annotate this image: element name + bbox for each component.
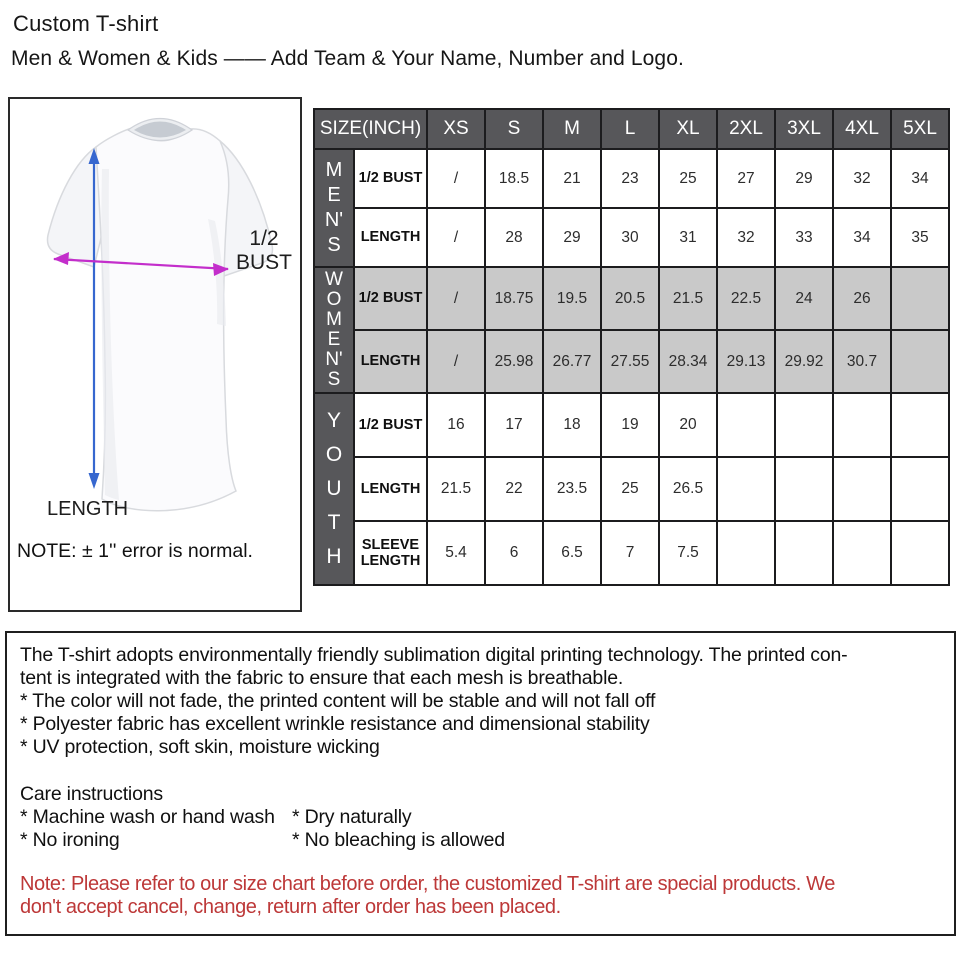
size-table-row (314, 393, 949, 457)
care-column-right (292, 806, 505, 852)
description-panel (5, 631, 956, 936)
size-value-cell: 19.5 (543, 267, 601, 330)
size-value-cell: 18.75 (485, 267, 543, 330)
size-value-cell: 30 (601, 208, 659, 267)
size-unit-header: SIZE(INCH) (314, 109, 427, 149)
size-value-cell: 26 (833, 267, 891, 330)
size-value-cell: 20.5 (601, 267, 659, 330)
order-note-line: Note: Please refer to our size chart before order, the customized T-shirt are special products. We (20, 873, 835, 895)
size-value-cell: 29.92 (775, 330, 833, 393)
group-label-letter: M (326, 309, 342, 330)
size-table-row (314, 149, 949, 208)
size-value-cell: 29 (543, 208, 601, 267)
size-value-cell (833, 457, 891, 521)
size-value-cell: 7 (601, 521, 659, 585)
group-label-mens (314, 149, 354, 267)
size-value-cell: / (427, 267, 485, 330)
size-value-cell: 26.77 (543, 330, 601, 393)
size-value-cell: 19 (601, 393, 659, 457)
group-label-letter: N' (324, 209, 344, 231)
half-bust-label (230, 227, 298, 275)
order-note (20, 873, 946, 919)
size-value-cell: / (427, 149, 485, 208)
size-value-cell (717, 393, 775, 457)
size-value-cell: 21.5 (659, 267, 717, 330)
group-label-letter: E (327, 329, 341, 350)
group-label-letter: H (326, 545, 342, 568)
size-value-cell: 17 (485, 393, 543, 457)
group-label-letter: O (326, 289, 342, 310)
care-column-left (20, 806, 292, 852)
size-table-row (314, 330, 949, 393)
size-value-cell: 28.34 (659, 330, 717, 393)
size-value-cell: 28 (485, 208, 543, 267)
size-value-cell: 32 (833, 149, 891, 208)
size-column-header: L (601, 109, 659, 149)
group-label-letter: S (327, 369, 341, 390)
size-value-cell: 26.5 (659, 457, 717, 521)
size-value-cell (717, 521, 775, 585)
size-value-cell: 25 (659, 149, 717, 208)
size-value-cell: 21.5 (427, 457, 485, 521)
size-table (313, 108, 950, 586)
size-value-cell: 25.98 (485, 330, 543, 393)
group-label-letter: O (325, 443, 343, 466)
group-label-youth (314, 393, 354, 585)
size-table-row (314, 457, 949, 521)
size-value-cell (891, 267, 949, 330)
size-value-cell: 6.5 (543, 521, 601, 585)
group-label-letter: E (327, 184, 341, 206)
group-label-letter: M (325, 159, 343, 181)
size-column-header: 4XL (833, 109, 891, 149)
size-value-cell: 23.5 (543, 457, 601, 521)
size-value-cell: 18.5 (485, 149, 543, 208)
size-column-header: 3XL (775, 109, 833, 149)
size-value-cell: 22.5 (717, 267, 775, 330)
length-label: LENGTH (47, 498, 129, 520)
size-value-cell: 29.13 (717, 330, 775, 393)
size-value-cell (891, 521, 949, 585)
size-value-cell: 31 (659, 208, 717, 267)
tshirt-body (96, 128, 236, 511)
group-label-letter: Y (326, 409, 341, 432)
size-table-body (314, 149, 949, 585)
size-value-cell (833, 393, 891, 457)
description-line: * The color will not fade, the printed content will be stable and will not fall off (20, 690, 656, 712)
size-value-cell: 22 (485, 457, 543, 521)
size-value-cell: 35 (891, 208, 949, 267)
group-label-womens (314, 267, 354, 393)
size-value-cell: 27.55 (601, 330, 659, 393)
row-label: LENGTH (354, 208, 427, 267)
size-value-cell (717, 457, 775, 521)
size-value-cell: 25 (601, 457, 659, 521)
size-value-cell: / (427, 208, 485, 267)
size-value-cell: 30.7 (833, 330, 891, 393)
size-value-cell: 21 (543, 149, 601, 208)
page-title: Custom T-shirt (13, 11, 159, 36)
row-label: LENGTH (354, 330, 427, 393)
size-value-cell: 20 (659, 393, 717, 457)
size-value-cell: 24 (775, 267, 833, 330)
group-label-letter: N' (325, 349, 343, 370)
size-value-cell (891, 393, 949, 457)
size-table-row (314, 267, 949, 330)
size-value-cell: 23 (601, 149, 659, 208)
size-value-cell: 16 (427, 393, 485, 457)
size-value-cell (775, 393, 833, 457)
size-column-header: M (543, 109, 601, 149)
size-table-header-row (314, 109, 949, 149)
size-value-cell (891, 457, 949, 521)
care-item: * No ironing (20, 829, 120, 851)
half-bust-label-top: 1/2 (249, 227, 279, 250)
size-value-cell: 6 (485, 521, 543, 585)
row-label: SLEEVE LENGTH (354, 521, 427, 585)
size-value-cell (775, 457, 833, 521)
size-column-header: 2XL (717, 109, 775, 149)
group-label-letter: S (327, 234, 341, 256)
size-value-cell (833, 521, 891, 585)
size-value-cell: 7.5 (659, 521, 717, 585)
size-value-cell (775, 521, 833, 585)
group-label-letter: U (326, 477, 342, 500)
description-line: * UV protection, soft skin, moisture wicking (20, 736, 380, 758)
row-label: LENGTH (354, 457, 427, 521)
size-value-cell: 33 (775, 208, 833, 267)
size-table-header (314, 109, 949, 149)
care-item: * Dry naturally (292, 806, 412, 828)
row-label: 1/2 BUST (354, 393, 427, 457)
size-table-row (314, 208, 949, 267)
size-value-cell: 29 (775, 149, 833, 208)
description-line: * Polyester fabric has excellent wrinkle resistance and dimensional stability (20, 713, 650, 735)
size-column-header: S (485, 109, 543, 149)
size-table-row (314, 521, 949, 585)
row-label: 1/2 BUST (354, 267, 427, 330)
page-subtitle: Men & Women & Kids —— Add Team & Your Name, Number and Logo. (11, 47, 684, 70)
care-item: * Machine wash or hand wash (20, 806, 275, 828)
row-label: 1/2 BUST (354, 149, 427, 208)
size-column-header: XL (659, 109, 717, 149)
size-value-cell: 5.4 (427, 521, 485, 585)
size-value-cell: 32 (717, 208, 775, 267)
size-value-cell: 27 (717, 149, 775, 208)
size-column-header: 5XL (891, 109, 949, 149)
group-label-letter: W (325, 269, 343, 290)
tshirt-measurement-panel (8, 97, 302, 612)
tshirt-image (10, 99, 300, 610)
group-label-letter: T (327, 511, 341, 534)
care-instructions-title: Care instructions (20, 783, 163, 805)
size-value-cell: / (427, 330, 485, 393)
size-value-cell: 34 (891, 149, 949, 208)
description-line: The T-shirt adopts environmentally friendly sublimation digital printing technology. The printed con- (20, 644, 848, 666)
description-line: tent is integrated with the fabric to ensure that each mesh is breathable. (20, 667, 624, 689)
order-note-line: don't accept cancel, change, return after order has been placed. (20, 896, 561, 918)
size-value-cell (891, 330, 949, 393)
size-column-header: XS (427, 109, 485, 149)
size-value-cell: 18 (543, 393, 601, 457)
error-note: NOTE: ± 1'' error is normal. (17, 540, 253, 562)
size-value-cell: 34 (833, 208, 891, 267)
half-bust-label-bottom: BUST (235, 251, 292, 274)
description-text (20, 644, 946, 759)
care-instructions-list (20, 806, 946, 852)
care-item: * No bleaching is allowed (292, 829, 505, 851)
